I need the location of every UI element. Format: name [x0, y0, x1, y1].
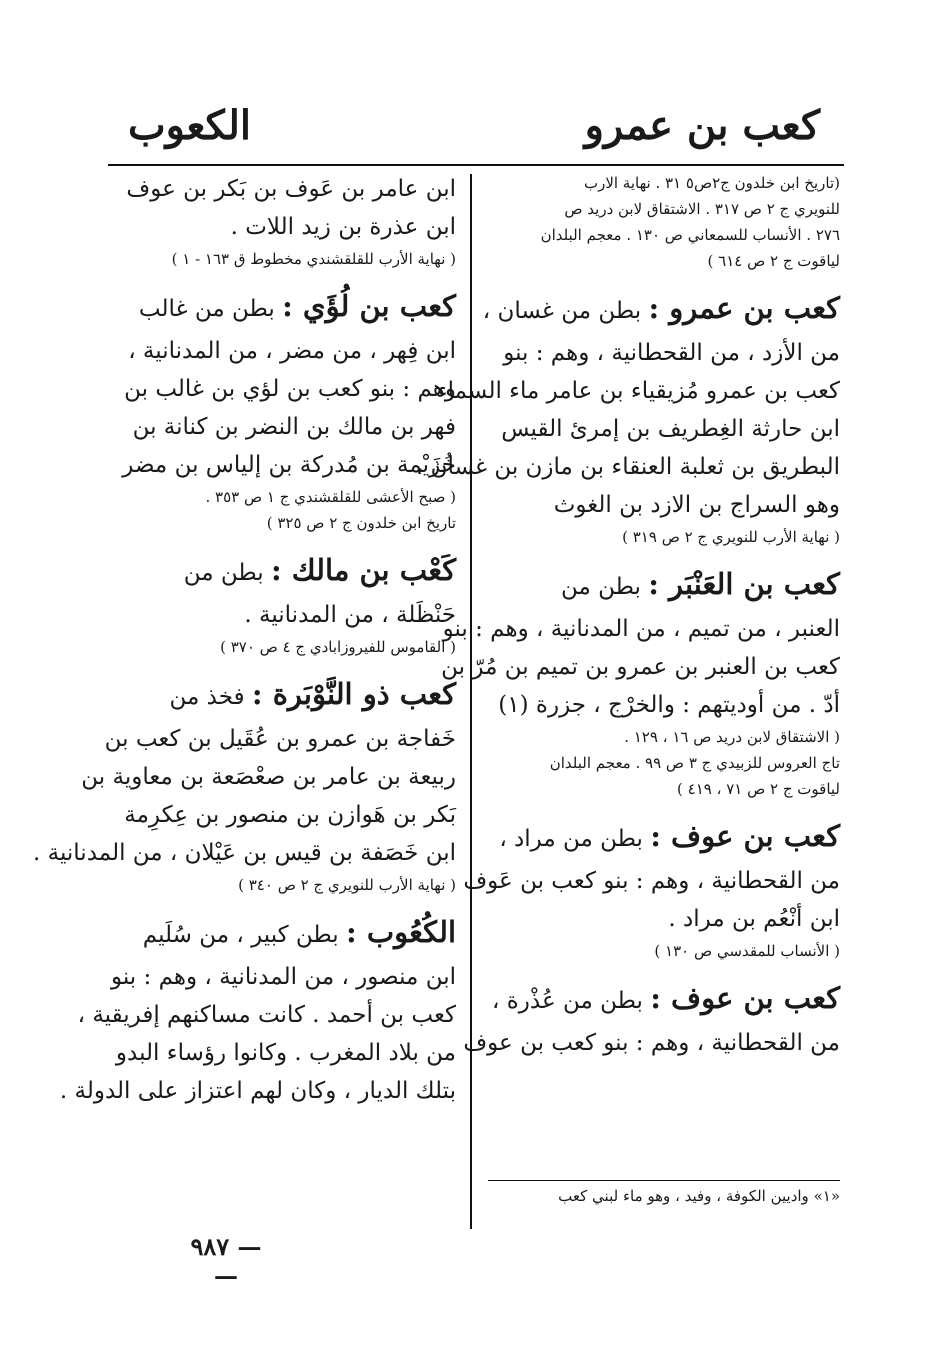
entry-heading-text: بطن كبير ، من سُلَيم — [142, 922, 347, 948]
spacer — [108, 898, 456, 906]
citation-line: ( الأنساب للمقدسي ص ١٣٠ ) — [654, 942, 840, 960]
spacer — [488, 274, 840, 282]
body-line: وهو السراج بن الازد بن الغوث — [553, 492, 840, 518]
footnote-rule — [488, 1180, 840, 1181]
spacer — [108, 272, 456, 280]
entry-heading-line — [488, 810, 840, 862]
entry-heading-line — [108, 544, 456, 596]
citation-line: لياقوت ج ٢ ص ٧١ ، ٤١٩ ) — [677, 780, 840, 798]
running-header-right: كعب بن عمرو — [584, 102, 820, 149]
body-line: كعب بن أحمد . كانت مساكنهم إفريقية ، — [77, 1002, 456, 1028]
entry-heading-text: بطن من غالب — [138, 296, 283, 322]
left-column — [33, 170, 456, 1110]
body-line: العنبر ، من تميم ، من المدنانية ، وهم : بنو — [442, 616, 840, 642]
citation-line: (تاريخ ابن خلدون ج٢ص٥ ٣١ . نهاية الارب — [583, 174, 840, 192]
citation-line: ( الاشتقاق لابن دريد ص ١٦ ، ١٢٩ . — [624, 728, 840, 746]
body-line: كعب بن العنبر بن عمرو بن تميم بن مُرّ بن — [441, 654, 840, 680]
entry-headword: كعب بن العَنْبَر : — [648, 567, 840, 601]
body-line: وهم : بنو كعب بن لؤي بن غالب بن — [124, 376, 456, 402]
entry-heading-text: فخذ من — [169, 684, 252, 710]
body-line: ربيعة بن عامر بن صعْصَعة بن معاوية بن — [81, 764, 456, 790]
citation-line: للنويري ج ٢ ص ٣١٧ . الاشتقاق لابن دريد ص — [564, 200, 840, 218]
entry-heading-line — [108, 906, 456, 958]
entry-headword: كعب بن عمرو : — [648, 291, 840, 325]
spacer — [488, 964, 840, 972]
column-divider — [470, 174, 472, 1229]
body-line: ابن فِهر ، من مضر ، من المدنانية ، — [128, 338, 456, 364]
entry-heading-line — [108, 280, 456, 332]
body-line: خُزَيْمة بن مُدركة بن إلياس بن مضر — [122, 452, 456, 478]
citation-line: تاج العروس للزبيدي ج ٣ ص ٩٩ . معجم البلدان — [549, 754, 840, 772]
entry-heading-text: بطن من مراد ، — [499, 826, 651, 852]
spacer — [108, 660, 456, 668]
running-header-left: الكعوب — [128, 102, 252, 149]
right-column — [415, 170, 840, 1062]
entry-headword: الكُعُوب : — [346, 915, 456, 949]
body-line: ابن منصور ، من المدنانية ، وهم : بنو — [110, 964, 456, 990]
body-line: ابن عذرة بن زيد اللات . — [230, 214, 456, 240]
body-line: البطريق بن ثعلبة العنقاء بن مازن بن غسان ، — [415, 454, 840, 480]
entry-heading-line — [488, 972, 840, 1024]
body-line: من الأزد ، من القحطانية ، وهم : بنو — [503, 340, 840, 366]
body-line: فهر بن مالك بن النضر بن كنانة بن — [132, 414, 456, 440]
citation-line: لياقوت ج ٢ ص ٦١٤ ) — [707, 252, 840, 270]
entry-headword: كعب بن لُؤَي : — [282, 289, 456, 323]
citation-line: ( نهاية الأرب للنويري ج ٢ ص ٣٤٠ ) — [238, 876, 456, 894]
entry-headword: كعب بن عوف : — [650, 981, 840, 1015]
footnote: «١» واديين الكوفة ، وفيد ، وهو ماء لبني كعب — [558, 1187, 840, 1205]
citation-line: ٢٧٦ . الأنساب للسمعاني ص ١٣٠ . معجم البلدان — [540, 226, 840, 244]
entry-headword: كعب ذو النَّوْبَرة : — [251, 677, 456, 711]
header-rule — [108, 164, 844, 166]
body-line: ابن أنْعُم بن مراد . — [668, 906, 840, 932]
spacer — [108, 536, 456, 544]
citation-line: ( نهاية الأرب للقلقشندي مخطوط ق ١٦٣ - ١ ) — [171, 250, 456, 268]
spacer — [488, 550, 840, 558]
body-line: بتلك الديار ، وكان لهم اعتزاز على الدولة . — [59, 1078, 456, 1104]
body-line: حَنْظَلة ، من المدنانية . — [244, 602, 456, 628]
entry-heading-line — [488, 558, 840, 610]
body-line: أدّ . من أوديتهم : والخرْج ، جزرة (١) — [498, 692, 840, 718]
body-line: ابن عامر بن عَوف بن بَكر بن عوف — [126, 176, 456, 202]
entry-headword: كَعْب بن مالك : — [270, 553, 456, 587]
citation-line: تاريخ ابن خلدون ج ٢ ص ٣٢٥ ) — [266, 514, 456, 532]
entry-heading-text: بطن من — [183, 560, 271, 586]
body-line: من القحطانية ، وهم : بنو كعب بن عَوف — [463, 868, 840, 894]
body-line: ابن خَصَفة بن قيس بن عَيْلان ، من المدنانية . — [33, 840, 456, 866]
citation-line: ( القاموس للفيروزابادي ج ٤ ص ٣٧٠ ) — [220, 638, 456, 656]
body-line: من القحطانية ، وهم : بنو كعب بن عوف — [463, 1030, 840, 1056]
citation-line: ( صبح الأعشى للقلقشندي ج ١ ص ٣٥٣ . — [205, 488, 456, 506]
entry-heading-text: بطن من — [560, 574, 649, 600]
entry-headword: كعب بن عوف : — [650, 819, 840, 853]
entry-heading-line — [108, 668, 456, 720]
citation-line: ( نهاية الأرب للنويري ج ٢ ص ٣١٩ ) — [622, 528, 840, 546]
body-line: خَفاجة بن عمرو بن عُقَيل بن كعب بن — [104, 726, 456, 752]
entry-heading-text: بطن من غسان ، — [482, 298, 649, 324]
body-line: بَكر بن هَوازن بن منصور بن عِكرِمة — [124, 802, 456, 828]
body-line: من بلاد المغرب . وكانوا رؤساء البدو — [115, 1040, 456, 1066]
body-line: كعب بن عمرو مُزيقياء بن عامر ماء السماء — [436, 378, 840, 404]
entry-heading-line — [482, 282, 840, 334]
entry-heading-text: بطن من عُذْرة ، — [492, 988, 651, 1014]
spacer — [488, 802, 840, 810]
body-line: ابن حارثة الغِطريف بن إمرئ القيس — [501, 416, 840, 442]
page-number: — ٩٨٧ — — [190, 1232, 262, 1290]
